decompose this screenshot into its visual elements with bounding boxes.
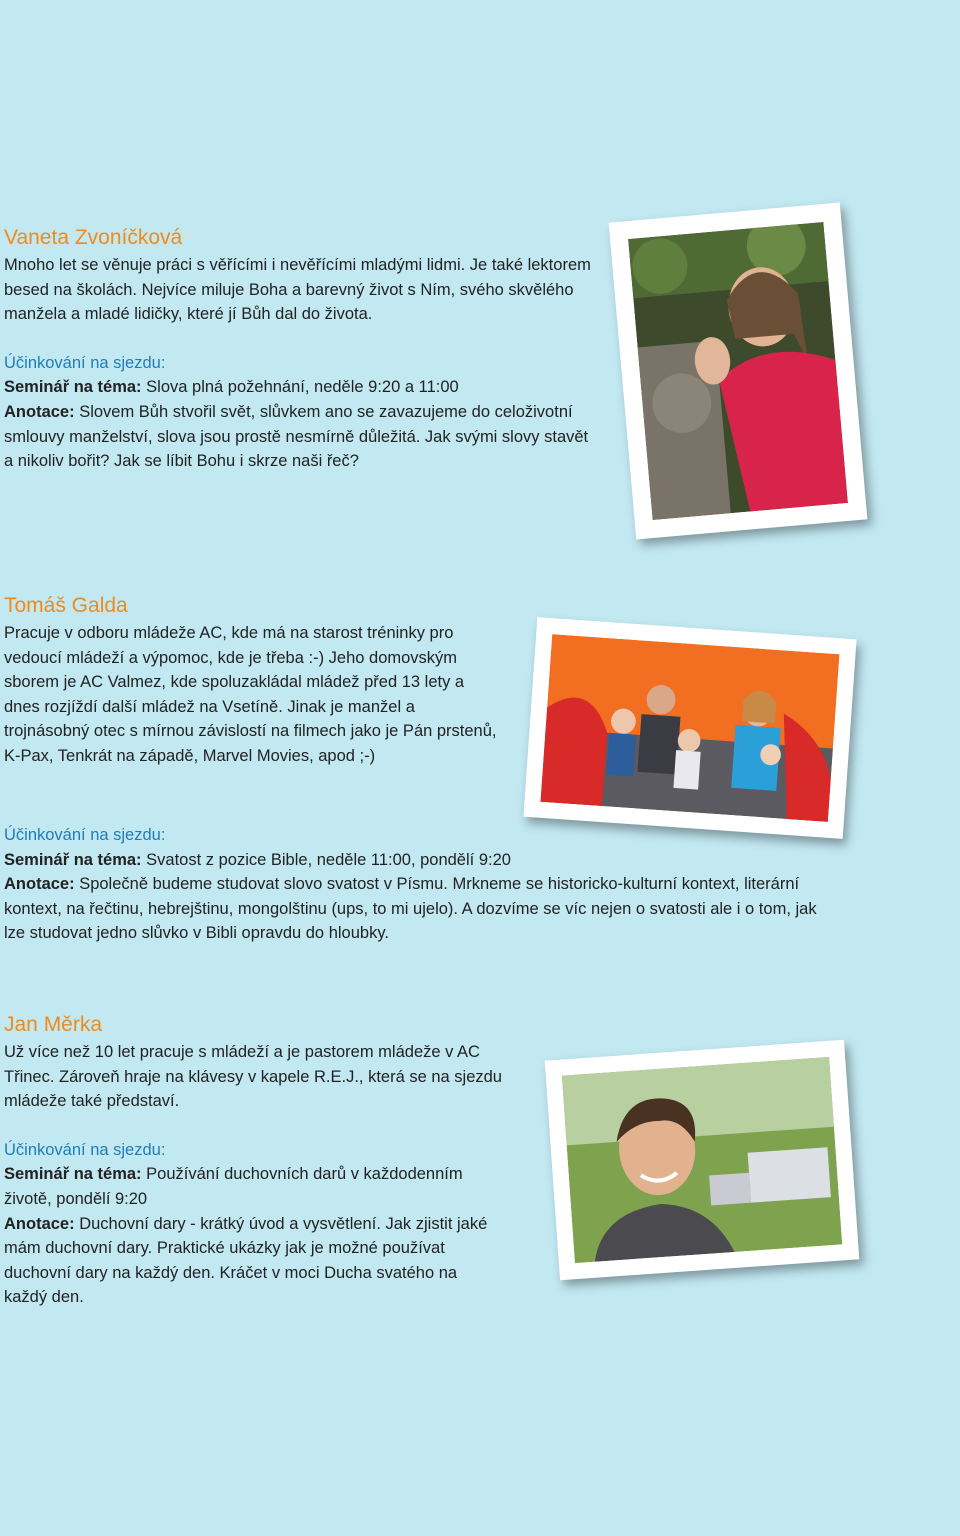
annotation-text: Duchovní dary - krátký úvod a vysvětlení. Jak zjistit jaké mám duchovní dary. Praktické ukázky jak je možné používat duchovní dary na každý den. Kráčet v moci Ducha svatého na každý den. — [4, 1214, 488, 1307]
speaker-photo-2 — [523, 617, 856, 839]
annotation-text: Společně budeme studovat slovo svatost v Písmu. Mrkneme se historicko-kulturní kontext, literární kontext, na řečtinu, hebrejštinu, mongolštinu (ups, to mi ujelo). A dozvíme se víc nejen o svatosti ale i o tom, jak lze studovat jedno slůvko v Bibli opravdu do hloubky. — [4, 875, 817, 943]
seminar-label: Seminář na téma: — [4, 1165, 142, 1184]
woman-photo — [628, 222, 848, 520]
speaker-section-2-role — [4, 823, 834, 946]
speaker-section-1 — [4, 224, 594, 474]
speaker-name: Tomáš Galda — [4, 594, 128, 617]
annotation-line — [4, 400, 594, 474]
speaker-section-2 — [4, 592, 500, 769]
seminar-title: Slova plná požehnání, neděle 9:20 a 11:00 — [146, 378, 459, 397]
role-heading: Účinkování na sjezdu: — [4, 826, 166, 844]
speaker-name: Vaneta Zvoníčková — [4, 226, 183, 249]
annotation-label: Anotace: — [4, 402, 75, 421]
annotation-text: Slovem Bůh stvořil svět, slůvkem ano se zavazujeme do celoživotní smlouvy manželství, slova jsou prostě nesmírně důležitá. Jak svými slovy stavět a nikoliv bořit? Jak se líbit Bohu i skrze naši řeč? — [4, 402, 589, 471]
family-photo — [540, 634, 839, 822]
role-heading: Účinkování na sjezdu: — [4, 353, 166, 372]
speaker-name: Jan Měrka — [4, 1013, 103, 1036]
speaker-bio: Pracuje v odboru mládeže AC, kde má na starost tréninky pro vedoucí mládeží a výpomoc, kde je třeba :-) Jeho domovským sborem je AC Valmez, kde spoluzakládal mládež před 13 lety a dnes rozjíždí další mládež na Vsetíně. Jinak je manžel a trojnásobný otec s mírnou závislostí na filmech jako je Pán prstenů, K-Pax, Tenkrát na západě, Marvel Movies, apod ;-) — [4, 624, 497, 765]
annotation-label: Anotace: — [4, 875, 75, 894]
annotation-line — [4, 1212, 504, 1310]
seminar-line — [4, 1162, 504, 1211]
seminar-label: Seminář na téma: — [4, 850, 142, 869]
seminar-label: Seminář na téma: — [4, 378, 142, 397]
speaker-photo-3 — [545, 1040, 860, 1280]
speaker-bio: Mnoho let se věnuje práci s věřícími i nevěřícími mladými lidmi. Je také lektorem besed na školách. Nejvíce miluje Boha a barevný život s Ním, svého skvělého manžela a mladé lidičky, které jí Bůh dal do života. — [4, 256, 591, 324]
speaker-section-3 — [4, 1011, 504, 1310]
seminar-title: Svatost z pozice Bible, neděle 11:00, pondělí 9:20 — [146, 850, 511, 869]
role-heading: Účinkování na sjezdu: — [4, 1140, 166, 1159]
seminar-title: Používání duchovních darů v každodenním životě, pondělí 9:20 — [4, 1165, 463, 1208]
annotation-line — [4, 872, 834, 946]
speaker-bio: Už více než 10 let pracuje s mládeží a je pastorem mládeže v AC Třinec. Zároveň hraje na klávesy v kapele R.E.J., která se na sjezdu mládeže také představí. — [4, 1043, 502, 1111]
seminar-line — [4, 848, 834, 873]
seminar-line — [4, 375, 594, 400]
annotation-label: Anotace: — [4, 1214, 75, 1233]
man-photo — [562, 1057, 842, 1263]
speaker-photo-1 — [609, 202, 868, 539]
